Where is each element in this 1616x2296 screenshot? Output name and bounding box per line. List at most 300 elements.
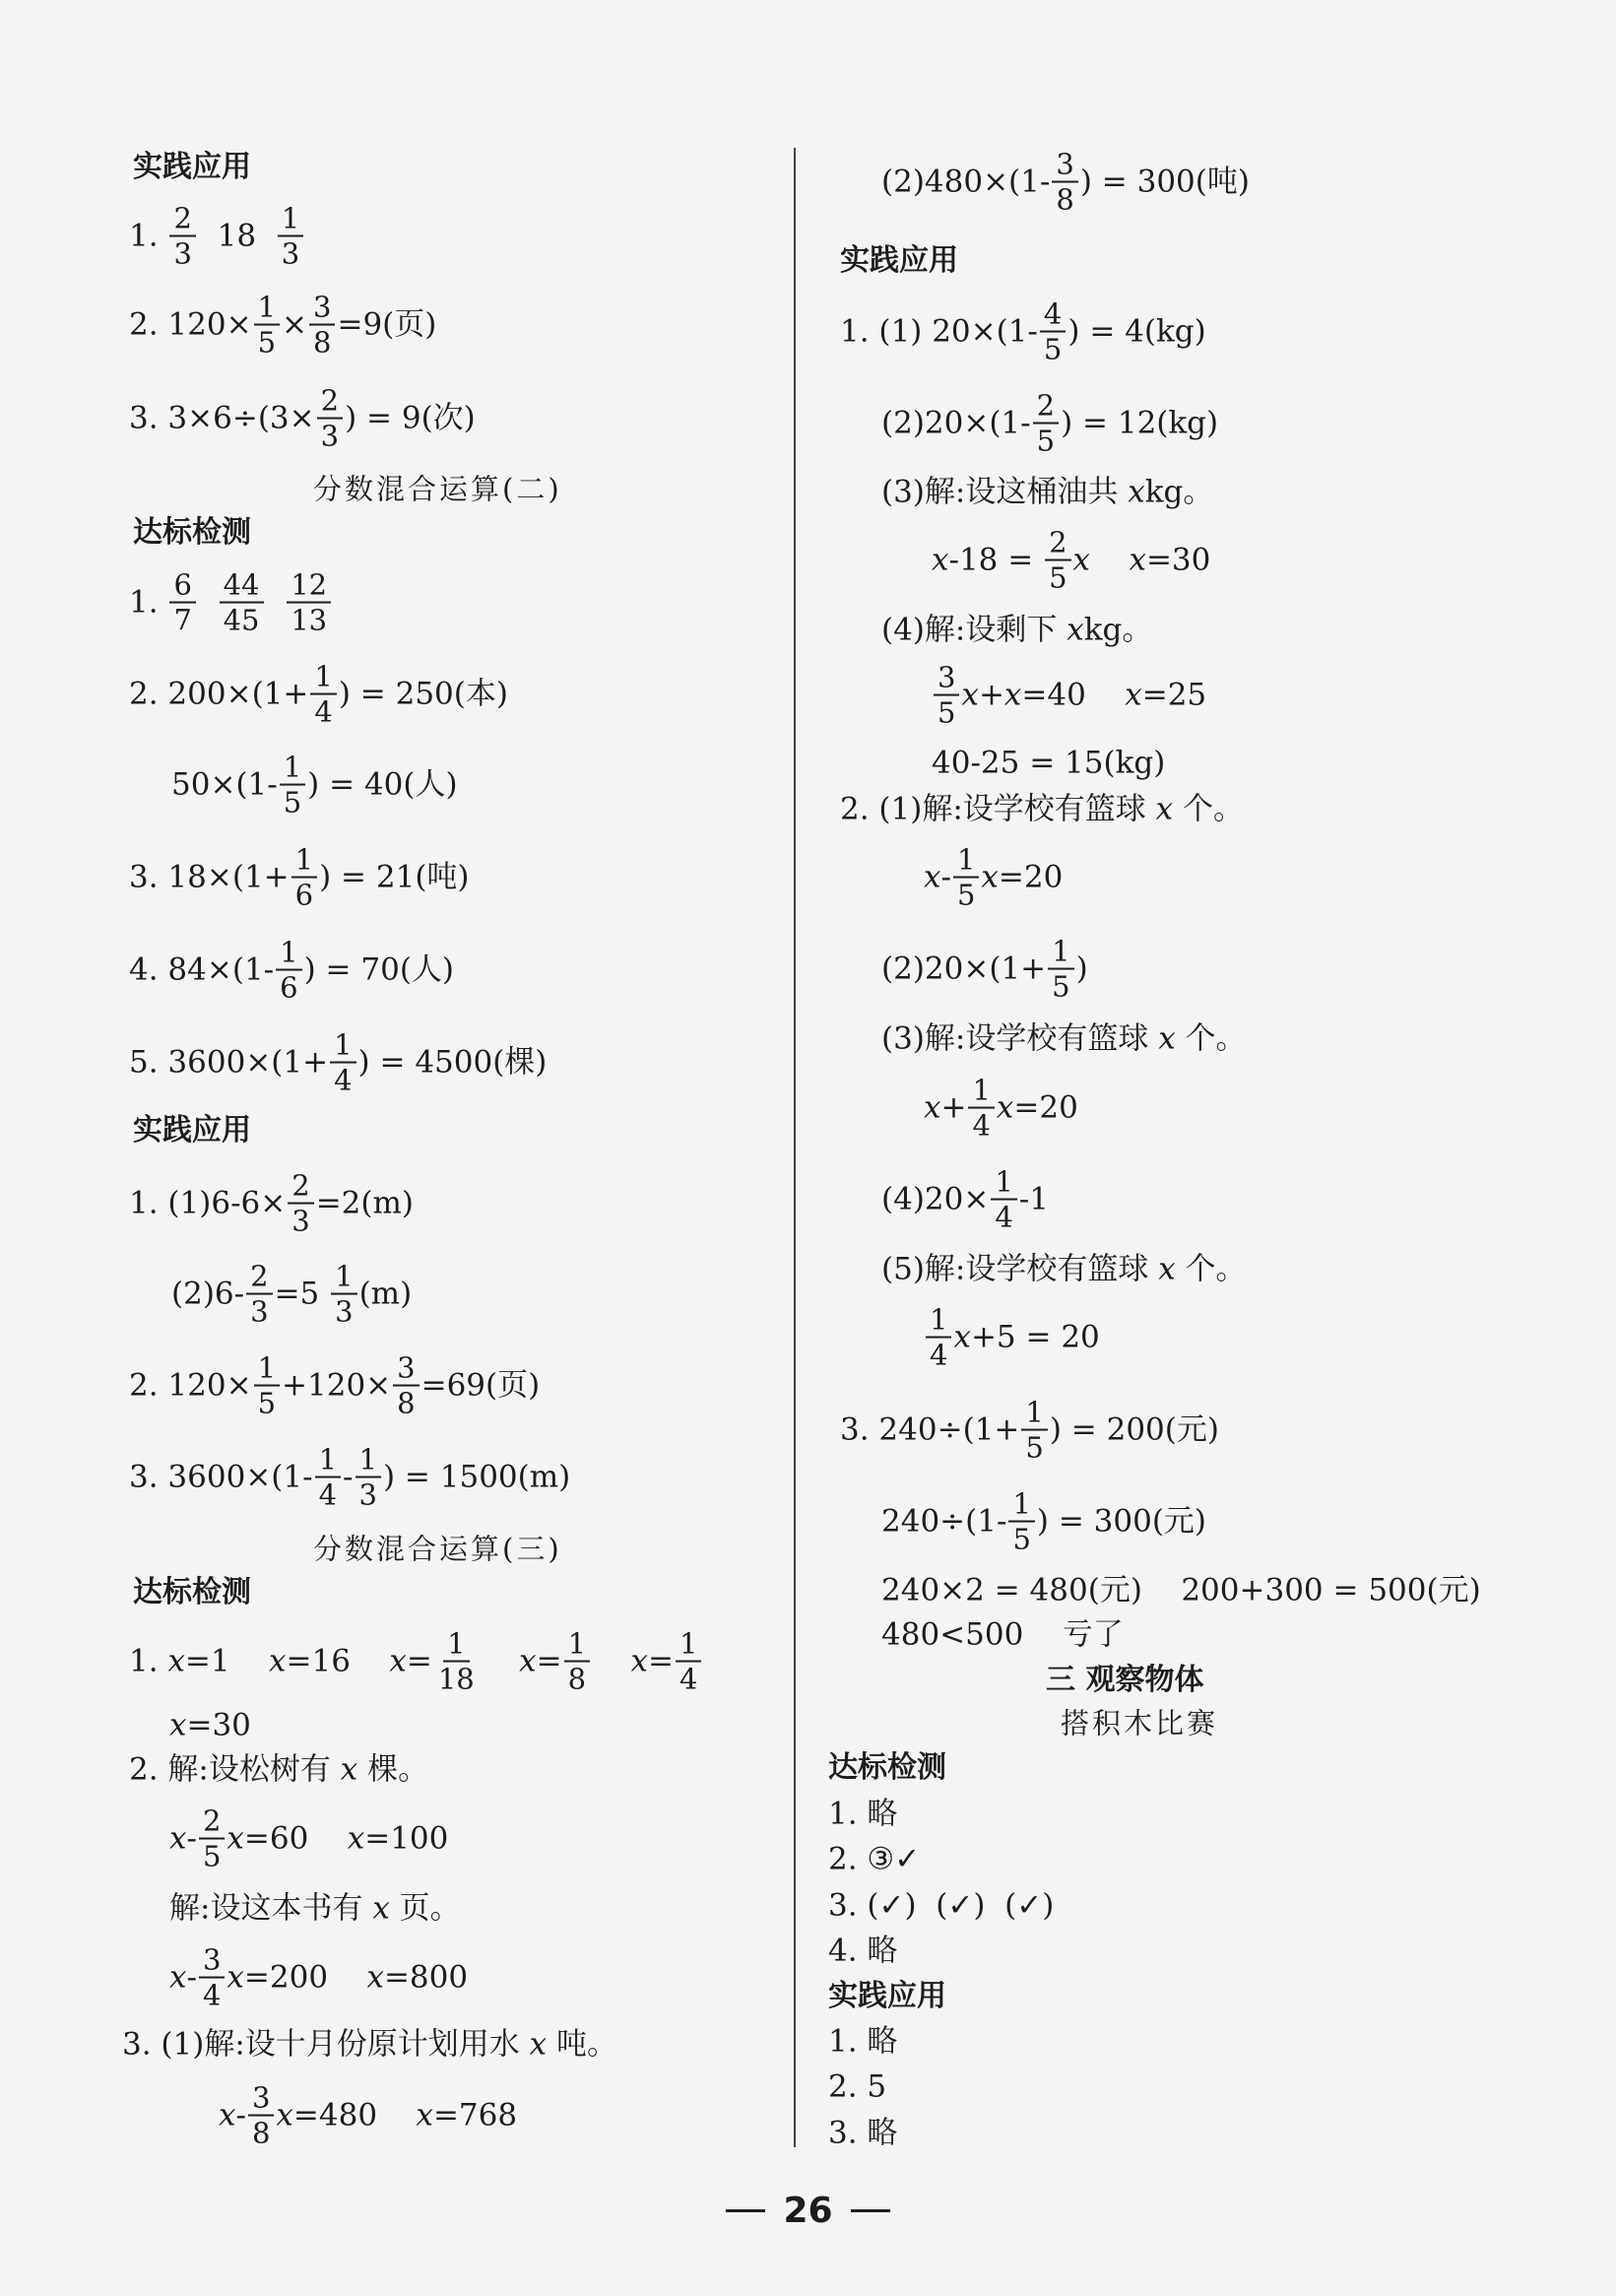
text-run: -	[235, 2097, 246, 2133]
text-run: +120×	[282, 1367, 392, 1404]
fraction-denominator: 5	[257, 326, 277, 360]
text-run: 3. 略	[828, 2115, 898, 2151]
text-run: (3)解:设学校有篮球	[881, 1020, 1159, 1057]
page-number-dash-left	[726, 2209, 765, 2212]
fraction	[278, 203, 303, 271]
fraction-denominator: 3	[335, 1295, 354, 1329]
fraction-numerator: 2	[246, 1261, 272, 1295]
fraction-denominator: 3	[281, 237, 300, 271]
answer-line	[840, 1397, 1219, 1465]
fraction-denominator: 6	[294, 879, 314, 912]
fraction-numerator: 1	[254, 292, 280, 326]
fraction-denominator: 45	[223, 604, 260, 637]
text-run: 1. 略	[828, 2023, 898, 2060]
answer-line	[828, 2115, 898, 2151]
text-run: =2(m)	[315, 1185, 414, 1221]
text-run: (2)20×(1+	[881, 951, 1047, 987]
text-run: kg。	[1083, 612, 1153, 648]
text-run	[592, 1647, 630, 1677]
variable: x	[372, 1890, 390, 1927]
fraction-denominator: 4	[334, 1064, 353, 1097]
text-run: ) = 250(本)	[338, 676, 508, 712]
answer-line	[828, 1796, 898, 1832]
text-run	[1090, 546, 1129, 576]
text-run	[266, 588, 286, 619]
variable: x	[1067, 612, 1084, 648]
fraction-denominator: 13	[291, 604, 328, 637]
answer-line	[129, 292, 436, 360]
fraction	[254, 292, 280, 360]
variable: x	[924, 859, 941, 895]
answer-line	[881, 1251, 1247, 1287]
variable: x	[961, 677, 979, 713]
text-run: (2)20×(1-	[881, 405, 1031, 441]
text-run: =800	[383, 1959, 469, 1996]
text-run: 2. ③✓	[828, 1841, 921, 1877]
fraction-numerator: 12	[287, 569, 331, 604]
text-run: 1. 略	[828, 1796, 898, 1832]
text-run: =40	[1021, 677, 1126, 713]
page-number-value: 26	[783, 2191, 833, 2231]
text-run: =200	[243, 1959, 367, 1996]
text-run: 2. 5	[828, 2068, 887, 2105]
answer-line	[881, 936, 1088, 1004]
fraction-numerator: 1	[676, 1628, 701, 1663]
fraction	[393, 1352, 419, 1420]
text-run: +	[940, 1089, 967, 1126]
variable: x	[932, 542, 949, 578]
answer-line	[881, 1020, 1247, 1057]
fraction-denominator: 8	[1056, 183, 1074, 217]
fraction-numerator: 1	[278, 203, 303, 237]
answer-line	[122, 2026, 617, 2063]
text-run: 2. 120×	[129, 306, 252, 343]
fraction-numerator: 3	[934, 662, 959, 696]
text-run: 解:设这本书有	[169, 1890, 373, 1927]
answer-line	[129, 1751, 429, 1788]
fraction-denominator: 5	[283, 786, 302, 820]
fraction-denominator: 5	[1036, 425, 1056, 458]
fraction-denominator: 8	[567, 1663, 587, 1696]
fraction	[564, 1628, 590, 1696]
text-run: 240×2 = 480(元) 200+300 = 500(元)	[881, 1572, 1481, 1608]
fraction-numerator: 44	[220, 569, 264, 604]
variable: x	[1003, 677, 1022, 713]
fraction-denominator: 5	[202, 1840, 222, 1873]
variable: x	[219, 2097, 236, 2133]
text-run: 1. (1)6-6×	[129, 1185, 287, 1221]
variable: x	[167, 1643, 185, 1679]
fraction-numerator: 1	[356, 1444, 381, 1478]
variable: x	[169, 1707, 187, 1743]
text-run: 3. 3×6÷(3×	[129, 400, 315, 436]
fraction	[315, 1444, 341, 1512]
text-run: (5)解:设学校有篮球	[881, 1251, 1159, 1287]
variable: x	[416, 2097, 433, 2133]
fraction-denominator: 5	[1052, 970, 1070, 1004]
section-heading: 三 观察物体	[1046, 1663, 1204, 1697]
answer-line	[828, 1841, 921, 1877]
text-run: )	[1075, 951, 1088, 987]
answer-line	[129, 1352, 540, 1420]
variable: x	[953, 1319, 971, 1355]
page-number-dash-right	[851, 2209, 890, 2212]
text-run: (3)解:设这桶油共	[881, 474, 1129, 510]
variable: x	[1158, 1020, 1176, 1057]
text-run: 个。	[1175, 1251, 1247, 1287]
fraction-numerator: 1	[953, 844, 979, 879]
text-run: 1.	[129, 584, 168, 621]
text-run: =	[406, 1643, 432, 1679]
fraction-numerator: 1	[280, 752, 305, 786]
answer-line	[828, 2023, 898, 2060]
fraction	[676, 1628, 701, 1696]
answer-line	[169, 1944, 468, 2012]
fraction	[248, 2082, 274, 2150]
fraction-denominator: 3	[320, 420, 340, 453]
answer-line	[881, 1488, 1206, 1556]
section-heading: 实践应用	[840, 243, 958, 278]
fraction	[991, 1166, 1016, 1234]
text-run: ×	[282, 306, 308, 343]
fraction-numerator: 3	[199, 1944, 225, 1979]
variable: x	[347, 1820, 365, 1857]
text-run: ) = 4(kg)	[1067, 313, 1206, 350]
text-run: =30	[1145, 542, 1211, 578]
fraction-numerator: 3	[309, 292, 335, 326]
answer-line	[169, 1805, 448, 1873]
text-run: ) = 70(人)	[303, 951, 455, 988]
variable: x	[1155, 791, 1174, 827]
text-run: 1.	[129, 1643, 168, 1679]
fraction-denominator: 5	[1012, 1523, 1031, 1556]
answer-line	[171, 752, 458, 820]
answer-line	[881, 1166, 1049, 1234]
fraction-numerator: 1	[1021, 1397, 1047, 1431]
text-run: =20	[998, 859, 1064, 895]
text-run: ) = 9(次)	[345, 400, 476, 436]
text-run: -	[186, 1959, 197, 1996]
section-heading: 实践应用	[828, 1979, 946, 2013]
fraction-denominator: 4	[995, 1201, 1013, 1234]
fraction-denominator: 8	[397, 1387, 416, 1420]
text-run: ) = 200(元)	[1049, 1411, 1219, 1448]
text-run: 3. (1)解:设十月份原计划用水	[122, 2026, 530, 2063]
answer-line	[129, 844, 470, 912]
fraction	[291, 844, 317, 912]
fraction-numerator: 2	[288, 1170, 313, 1205]
text-run: 3. 18×(1+	[129, 859, 290, 895]
text-run: 2. (1)解:设学校有篮球	[840, 791, 1156, 827]
text-run: 3. 240÷(1+	[840, 1411, 1020, 1448]
fraction	[199, 1805, 225, 1873]
fraction	[1021, 1397, 1047, 1465]
variable: x	[1072, 542, 1091, 578]
text-run: (m)	[358, 1276, 413, 1312]
text-run: -18 =	[948, 542, 1044, 578]
text-run: 2. 120×	[129, 1367, 252, 1404]
variable: x	[276, 2097, 293, 2133]
answer-line	[840, 298, 1206, 366]
text-run: =9(页)	[337, 306, 437, 343]
fraction-denominator: 3	[358, 1478, 377, 1512]
variable: x	[529, 2026, 548, 2063]
fraction-numerator: 4	[1040, 298, 1066, 333]
fraction-numerator: 3	[248, 2082, 274, 2117]
text-run: 5. 3600×(1+	[129, 1044, 329, 1081]
fraction-denominator: 3	[250, 1295, 269, 1329]
fraction-numerator: 3	[1052, 149, 1077, 183]
fraction	[280, 752, 305, 820]
answer-line	[129, 385, 476, 453]
variable: x	[1129, 542, 1146, 578]
fraction	[169, 569, 195, 637]
fraction-numerator: 1	[991, 1166, 1016, 1201]
variable: x	[389, 1643, 407, 1679]
fraction-denominator: 18	[437, 1663, 475, 1696]
fraction-denominator: 6	[280, 971, 298, 1005]
variable: x	[169, 1959, 187, 1996]
fraction	[254, 1352, 280, 1420]
text-run: ) = 1500(m)	[382, 1459, 571, 1495]
answer-line	[881, 149, 1250, 217]
text-run: =69(页)	[420, 1367, 541, 1404]
section-heading: 实践应用	[133, 1113, 251, 1148]
fraction-numerator: 2	[1045, 527, 1070, 561]
text-run: =	[536, 1643, 562, 1679]
text-run: 50×(1-	[171, 766, 278, 803]
text-run: =1	[184, 1643, 270, 1679]
answer-line	[932, 745, 1166, 781]
text-run: =100	[364, 1820, 449, 1857]
answer-line	[129, 1170, 414, 1238]
fraction	[331, 1261, 356, 1329]
right-column	[800, 0, 1616, 2296]
section-subtitle: 分数混合运算(二)	[313, 472, 562, 506]
fraction-denominator: 5	[1025, 1431, 1044, 1465]
text-run	[198, 588, 218, 619]
text-run: ) = 12(kg)	[1061, 405, 1219, 441]
fraction-numerator: 1	[291, 844, 317, 879]
answer-line	[881, 1572, 1481, 1608]
answer-line	[881, 612, 1153, 648]
answer-line	[129, 203, 305, 271]
fraction	[220, 569, 264, 637]
fraction-numerator: 1	[276, 937, 301, 971]
text-run: 2. 200×(1+	[129, 676, 309, 712]
text-run: (4)解:设剩下	[881, 612, 1067, 648]
fraction-numerator: 6	[169, 569, 195, 604]
text-run	[481, 1647, 519, 1677]
variable: x	[226, 1959, 244, 1996]
section-heading: 达标检测	[828, 1750, 946, 1785]
fraction-denominator: 4	[930, 1339, 948, 1372]
fraction-numerator: 1	[1048, 936, 1073, 970]
text-run: =	[648, 1643, 674, 1679]
text-run: =480	[292, 2097, 417, 2133]
answer-line	[840, 791, 1244, 827]
text-run: 棵。	[357, 1751, 429, 1788]
fraction	[288, 1170, 313, 1238]
text-run: 1. (1) 20×(1-	[840, 313, 1038, 350]
answer-line	[129, 661, 508, 729]
fraction-denominator: 5	[956, 879, 976, 912]
text-run: =16	[286, 1643, 390, 1679]
answer-line	[924, 1075, 1078, 1143]
fraction	[926, 1304, 951, 1372]
variable: x	[924, 1089, 941, 1126]
fraction-denominator: 4	[679, 1663, 698, 1696]
text-run: +5 = 20	[970, 1319, 1100, 1355]
fraction	[317, 385, 343, 453]
text-run: ) = 300(吨)	[1079, 164, 1250, 200]
fraction	[968, 1075, 994, 1143]
variable: x	[366, 1959, 384, 1996]
fraction	[330, 1029, 356, 1097]
fraction	[199, 1944, 225, 2012]
fraction	[310, 661, 336, 729]
text-run: 4. 略	[828, 1933, 898, 1969]
fraction	[287, 569, 331, 637]
text-run: 480<500 亏了	[881, 1616, 1124, 1653]
text-run: -	[343, 1459, 354, 1495]
variable: x	[169, 1820, 187, 1857]
text-run: 240÷(1-	[881, 1503, 1007, 1540]
text-run: 3. 3600×(1-	[129, 1459, 313, 1495]
answer-line	[219, 2082, 517, 2150]
fraction	[1048, 936, 1073, 1004]
variable: x	[981, 859, 999, 895]
fraction-denominator: 3	[291, 1205, 310, 1238]
fraction	[1033, 390, 1059, 458]
fraction-numerator: 3	[393, 1352, 419, 1387]
variable: x	[630, 1643, 648, 1679]
fraction	[1040, 298, 1066, 366]
fraction-numerator: 1	[443, 1628, 469, 1663]
fraction-denominator: 8	[251, 2117, 271, 2150]
text-run: =5	[274, 1276, 330, 1312]
text-run: 个。	[1175, 1020, 1247, 1057]
answer-line	[129, 1444, 570, 1512]
answer-line	[828, 2068, 887, 2105]
fraction-denominator: 5	[1049, 561, 1067, 595]
answer-line	[828, 1933, 898, 1969]
section-heading: 实践应用	[133, 150, 251, 184]
text-run: 个。	[1173, 791, 1244, 827]
text-run: 40-25 = 15(kg)	[932, 745, 1166, 781]
fraction-denominator: 8	[313, 326, 332, 360]
answer-line	[881, 474, 1214, 510]
text-run: -	[186, 1820, 197, 1857]
text-run: (4)20×	[881, 1181, 990, 1217]
fraction	[934, 662, 959, 730]
fraction-denominator: 5	[257, 1387, 277, 1420]
text-run: ) = 4500(棵)	[357, 1044, 548, 1081]
fraction-denominator: 3	[173, 237, 192, 271]
text-run: ) = 300(元)	[1036, 1503, 1207, 1540]
text-run: 4. 84×(1-	[129, 951, 275, 988]
answer-line	[828, 1887, 1055, 1924]
text-run: 18	[197, 218, 276, 254]
fraction-numerator: 2	[1033, 390, 1059, 425]
fraction-numerator: 1	[310, 661, 336, 695]
text-run: =20	[1013, 1089, 1078, 1126]
text-run: +	[978, 677, 1004, 713]
text-run: ) = 21(吨)	[319, 859, 470, 895]
text-run: (2)480×(1-	[881, 164, 1051, 200]
text-run: -1	[1018, 1181, 1049, 1217]
left-column	[0, 0, 793, 2296]
fraction-numerator: 1	[968, 1075, 994, 1109]
section-heading: 达标检测	[133, 1575, 251, 1609]
fraction-numerator: 1	[254, 1352, 280, 1387]
fraction	[246, 1261, 272, 1329]
answer-line	[129, 1628, 703, 1696]
answer-line	[932, 662, 1206, 730]
section-subtitle: 搭积木比赛	[1061, 1706, 1219, 1740]
fraction	[1052, 149, 1077, 217]
variable: x	[1128, 474, 1145, 510]
fraction	[434, 1628, 479, 1696]
fraction	[1045, 527, 1070, 595]
fraction-denominator: 4	[318, 1478, 338, 1512]
answer-line	[171, 1261, 412, 1329]
section-heading: 达标检测	[133, 515, 251, 550]
text-run: 2. 解:设松树有	[129, 1751, 341, 1788]
answer-line	[129, 1029, 547, 1097]
fraction-denominator: 7	[173, 604, 192, 637]
variable: x	[269, 1643, 287, 1679]
text-run: =768	[432, 2097, 518, 2133]
section-subtitle: 分数混合运算(三)	[313, 1532, 562, 1566]
variable: x	[340, 1751, 358, 1788]
variable: x	[1158, 1251, 1176, 1287]
fraction-denominator: 4	[314, 695, 333, 729]
variable: x	[1125, 677, 1142, 713]
fraction	[309, 292, 335, 360]
answer-line	[881, 390, 1218, 458]
answer-line	[129, 569, 333, 637]
page-number	[0, 2191, 1616, 2231]
fraction-denominator: 4	[972, 1109, 991, 1143]
fraction	[953, 844, 979, 912]
column-divider	[794, 148, 796, 2147]
variable: x	[996, 1089, 1014, 1126]
text-run: 页。	[389, 1890, 461, 1927]
text-run: 吨。	[547, 2026, 617, 2063]
text-run: =30	[186, 1707, 251, 1743]
answer-line	[169, 1890, 461, 1927]
text-run: =60	[243, 1820, 348, 1857]
answer-line	[169, 1707, 251, 1743]
fraction-numerator: 2	[199, 1805, 225, 1840]
answer-line	[924, 844, 1063, 912]
answer-line	[881, 1616, 1124, 1653]
fraction-numerator: 2	[317, 385, 343, 420]
fraction-denominator: 5	[937, 696, 956, 730]
text-run: =25	[1141, 677, 1207, 713]
text-run: -	[940, 859, 951, 895]
text-run: 3. (✓) (✓) (✓)	[828, 1887, 1055, 1924]
variable: x	[519, 1643, 537, 1679]
text-run: 1.	[129, 218, 168, 254]
fraction-denominator: 4	[202, 1979, 222, 2012]
text-run: (2)6-	[171, 1276, 245, 1312]
fraction-numerator: 1	[926, 1304, 951, 1339]
fraction	[1008, 1488, 1034, 1556]
fraction	[169, 203, 195, 271]
answer-line	[129, 937, 454, 1005]
